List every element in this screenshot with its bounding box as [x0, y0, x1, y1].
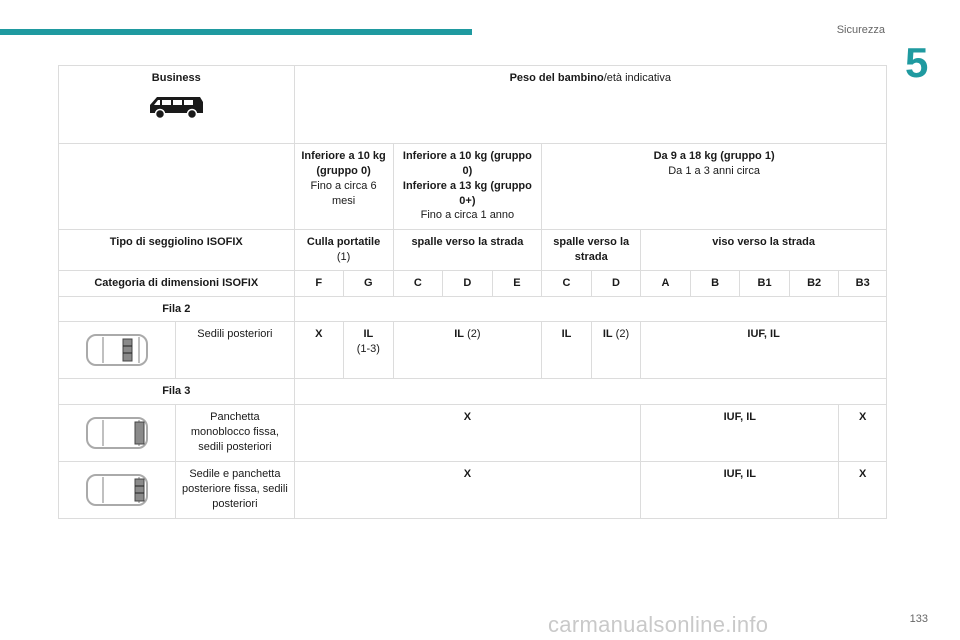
age-label: /età indicativa — [603, 72, 671, 84]
group0-weight: Inferiore a 10 kg (gruppo 0) — [301, 150, 386, 177]
van-icon — [147, 94, 205, 120]
row2-c3-value: IL — [454, 328, 465, 341]
weight-header-cell — [294, 66, 886, 144]
group1-age: Da 1 a 3 anni circa — [668, 164, 760, 177]
size-cell: B — [690, 270, 740, 296]
rear-facing-cell-2: spalle verso la strada — [542, 230, 641, 271]
size-cell: G — [344, 270, 394, 296]
row3b-x2: X — [839, 462, 887, 519]
weight-label: Peso del bambino — [509, 72, 604, 84]
row2-c2-note: (1-3) — [356, 343, 380, 356]
row2-label: Fila 2 — [59, 296, 295, 322]
chapter-number: 5 — [905, 39, 929, 86]
watermark: carmanualsonline.info — [548, 612, 769, 637]
row3b-seat-cell: Sedile e panchetta posteriore fissa, sedili posteriori — [176, 462, 294, 519]
row3a-mid: IUF, IL — [641, 405, 839, 462]
rear-facing-cell: spalle verso la strada — [393, 230, 542, 271]
row3a-x1: X — [294, 405, 641, 462]
header-accent-bar — [0, 29, 472, 35]
table-row — [59, 322, 887, 379]
business-label: Business — [151, 72, 201, 84]
carrycot-note: (1) — [336, 250, 351, 263]
row2-c2 — [344, 322, 394, 379]
row2-c6: IUF, IL — [641, 322, 887, 379]
size-cell: B3 — [839, 270, 887, 296]
section-title: Sicurezza — [836, 24, 885, 36]
table-row — [59, 230, 887, 271]
group0-cell — [294, 144, 393, 230]
group0b-weight: Inferiore a 10 kg (gruppo 0) — [402, 150, 532, 177]
group0plus-age: Fino a circa 1 anno — [420, 209, 515, 222]
business-cell — [59, 66, 295, 144]
size-cell: D — [443, 270, 493, 296]
row3b-x1: X — [294, 462, 641, 519]
table-row — [59, 379, 887, 405]
group0-age: Fino a circa 6 mesi — [310, 179, 377, 207]
size-cell: B1 — [740, 270, 790, 296]
size-category-label: Categoria di dimensioni ISOFIX — [59, 270, 295, 296]
group0plus-weight: Inferiore a 13 kg (gruppo 0+) — [402, 179, 532, 207]
empty-cell — [294, 379, 886, 405]
isofix-table — [58, 65, 887, 519]
empty-cell — [294, 296, 886, 322]
row2-c1: X — [294, 322, 344, 379]
size-cell: F — [294, 270, 344, 296]
size-cell: E — [492, 270, 542, 296]
car-top-view-icon — [83, 471, 151, 509]
page-number: 133 — [909, 613, 928, 625]
row2-seat-cell: Sedili posteriori — [176, 322, 294, 379]
row3b-diagram-cell — [59, 462, 176, 519]
row3a-diagram-cell — [59, 405, 176, 462]
table-row — [59, 66, 887, 144]
table-row — [59, 144, 887, 230]
seat-type-label: Tipo di seggiolino ISOFIX — [59, 230, 295, 271]
carrycot-label: Culla portatile — [306, 236, 381, 248]
group0plus-cell — [393, 144, 542, 230]
table-row — [59, 462, 887, 519]
row3a-seat-cell: Panchetta monoblocco fissa, sedili posteriori — [176, 405, 294, 462]
car-top-view-icon — [83, 414, 151, 452]
size-cell: C — [393, 270, 443, 296]
row2-c3-note: (2) — [464, 328, 481, 341]
table-row — [59, 405, 887, 462]
size-cell: B2 — [789, 270, 839, 296]
row2-diagram-cell — [59, 322, 176, 379]
size-cell: A — [641, 270, 691, 296]
row3b-mid: IUF, IL — [641, 462, 839, 519]
row3a-x2: X — [839, 405, 887, 462]
carrycot-cell — [294, 230, 393, 271]
group1-weight: Da 9 a 18 kg (gruppo 1) — [653, 150, 775, 162]
row2-c5 — [591, 322, 641, 379]
table-row — [59, 270, 887, 296]
row2-c5-value: IL — [602, 328, 613, 341]
row2-c4: IL — [542, 322, 592, 379]
row2-c5-note: (2) — [612, 328, 630, 341]
empty-cell — [59, 144, 295, 230]
forward-facing-cell: viso verso la strada — [641, 230, 887, 271]
table-row — [59, 296, 887, 322]
row2-c2-value: IL — [363, 328, 374, 341]
row2-c3 — [393, 322, 542, 379]
group1-cell — [542, 144, 887, 230]
size-cell: D — [591, 270, 641, 296]
car-top-view-icon — [83, 331, 151, 369]
size-cell: C — [542, 270, 592, 296]
row3-label: Fila 3 — [59, 379, 295, 405]
